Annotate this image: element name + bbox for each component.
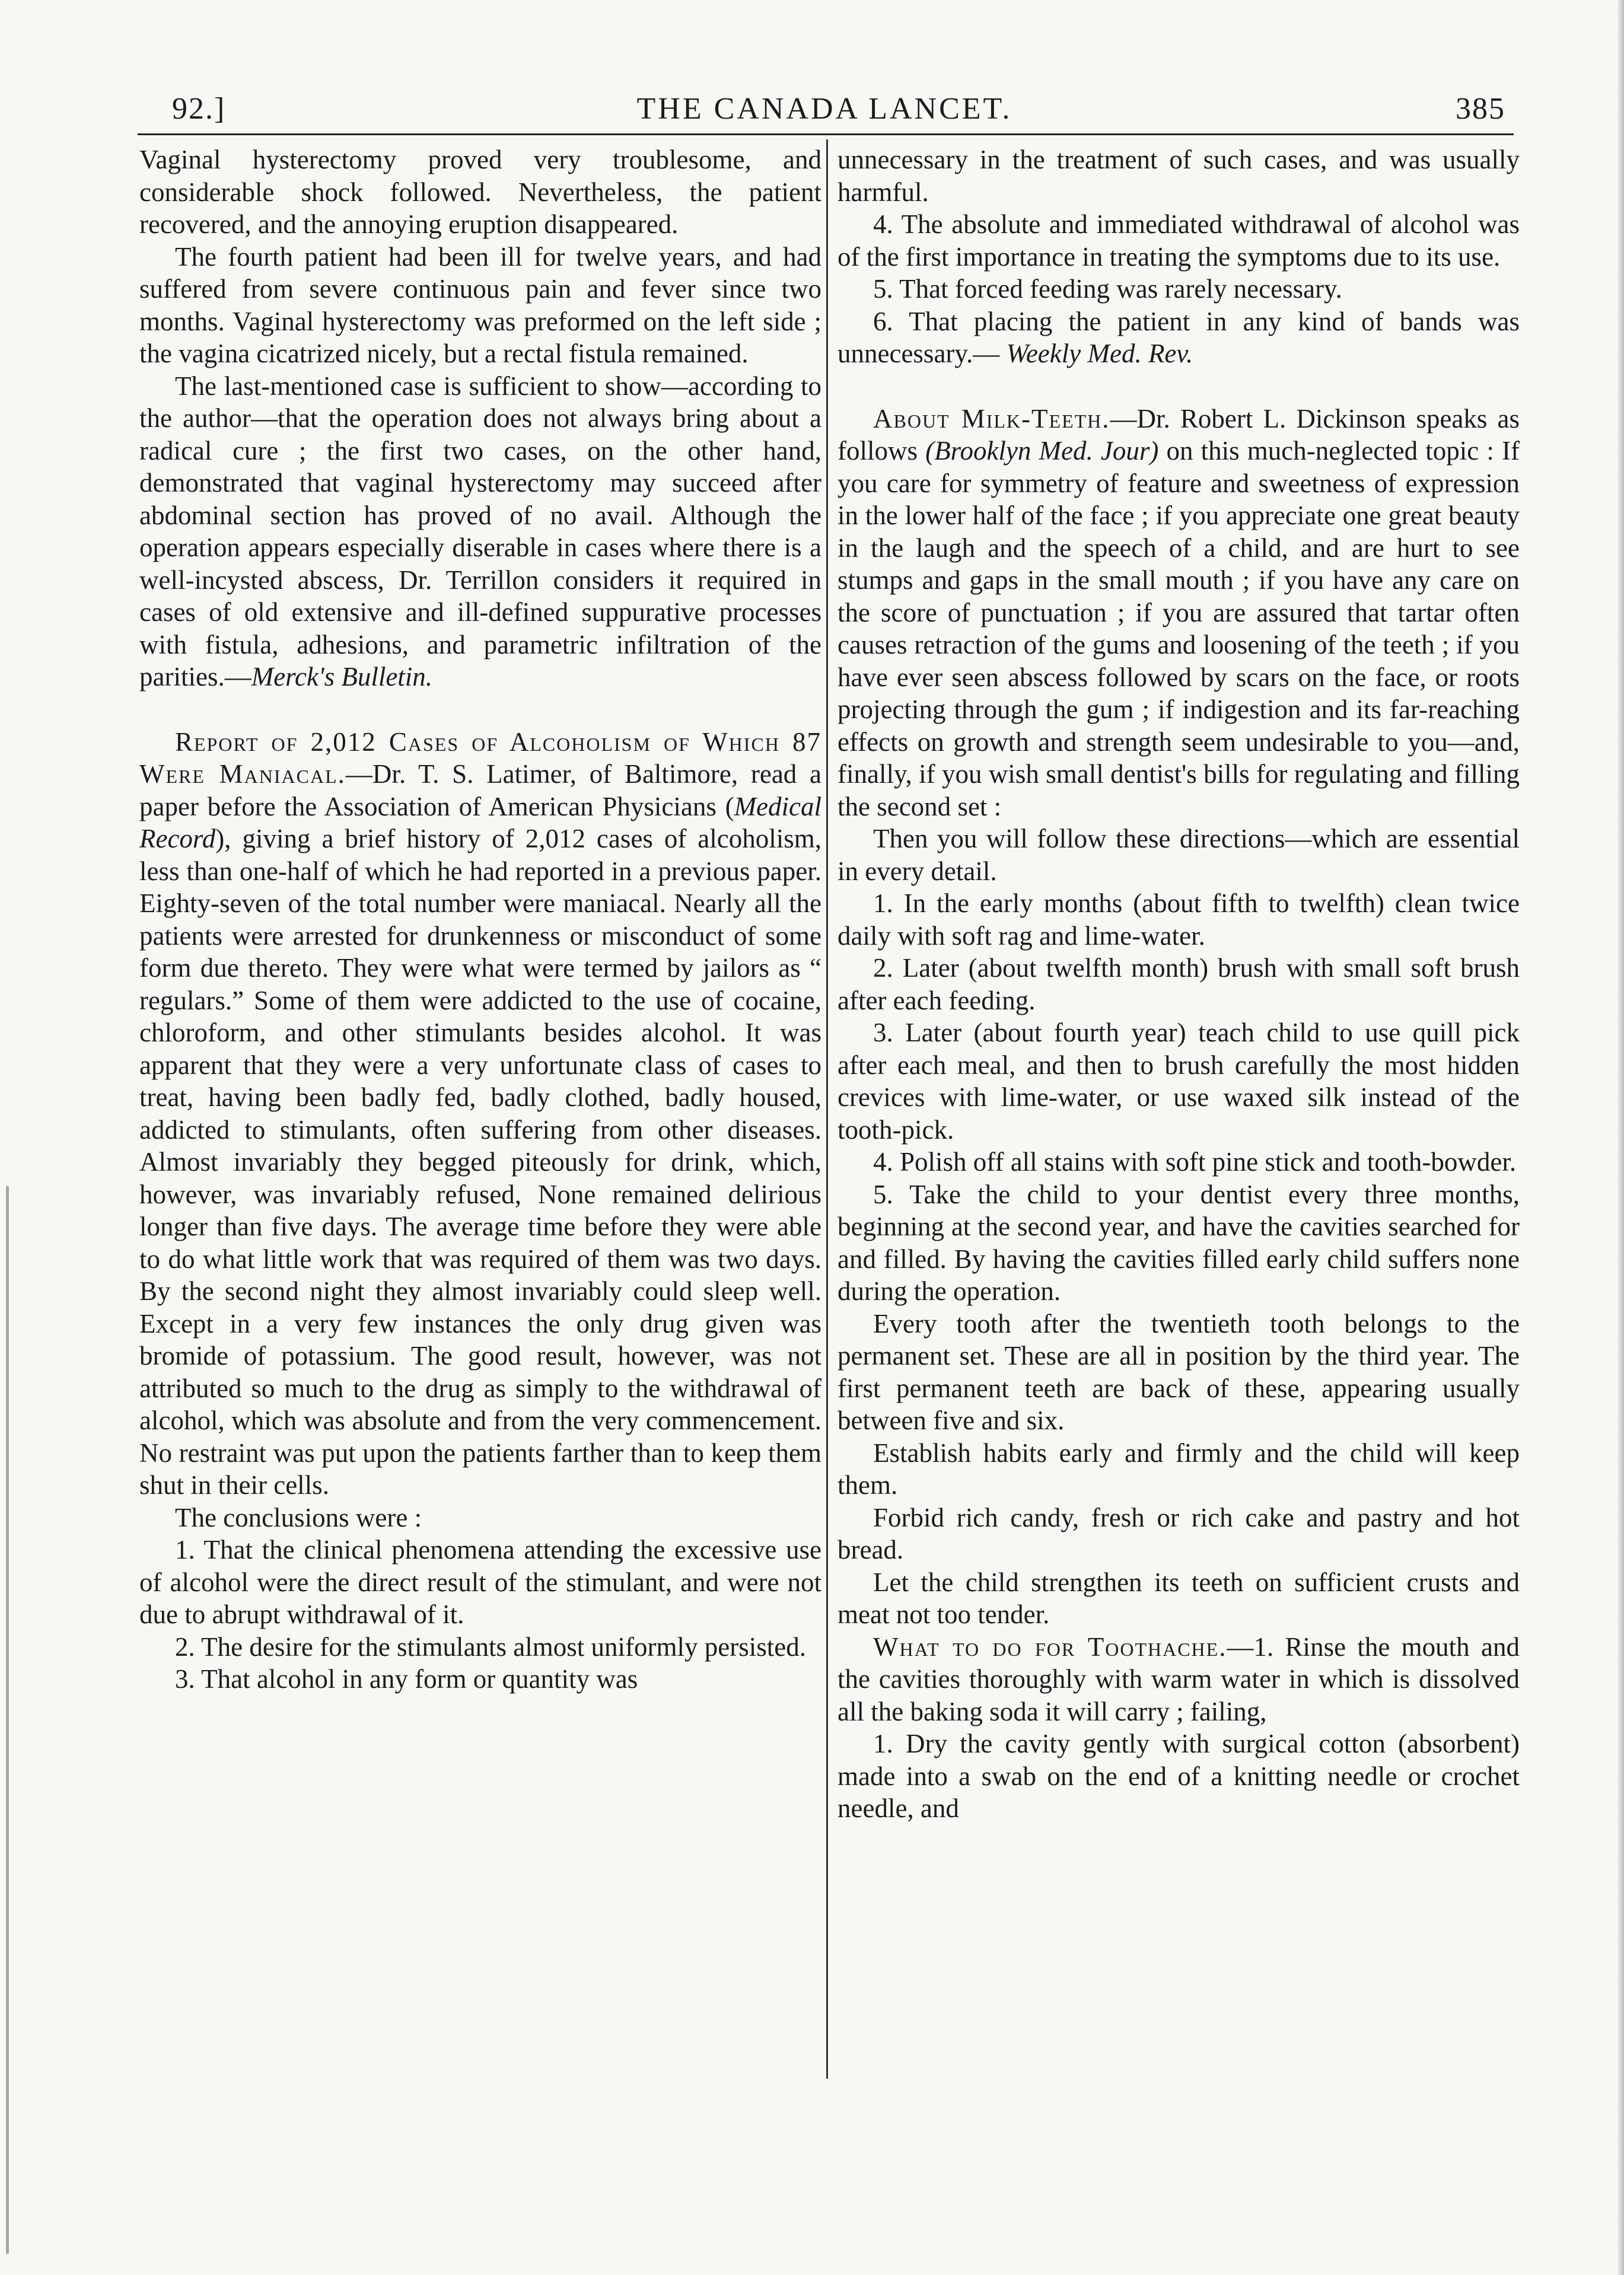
running-header <box>136 83 1512 136</box>
list-item: 1. In the early months (about fifth to twelfth) clean twice daily with soft rag and lime-water. <box>838 888 1520 951</box>
binding-edge <box>6 1186 9 2254</box>
paragraph: Establish habits early and firmly and the child will keep them. <box>838 1438 1520 1500</box>
paragraph: The last-mentioned case is sufficient to show—according to the author—that the operation does not always bring about a radical cure ; the first two cases, on the other hand, demonstrated that vaginal hysterectomy may succeed after abdominal section has proved of no avail. Although the operation appears especially diserable in cases where there is a well-incysted abscess, Dr. Terrillon considers it required in cases of old extensive and ill-defined suppurative processes with fistula, adhesions, and parametric infiltration of the parities.—Merck's Bulletin. <box>139 371 821 692</box>
paragraph: Forbid rich candy, fresh or rich cake and pastry and hot bread. <box>838 1502 1520 1565</box>
list-item: 4. The absolute and immediated withdrawal of alcohol was of the first importance in treating the symptoms due to its use. <box>838 209 1520 272</box>
citation: Weekly Med. Rev. <box>1006 339 1193 368</box>
page-number: 385 <box>1456 92 1505 126</box>
list-item: 2. Later (about twelfth month) brush with small soft brush after each feeding. <box>838 953 1520 1015</box>
paragraph: unnecessary in the treatment of such cases, and was usually harmful. <box>838 145 1520 207</box>
page-edge-shadow <box>1618 0 1624 2275</box>
volume-number: 92.] <box>172 92 226 126</box>
column-divider <box>826 139 828 2079</box>
list-item: 1. That the clinical phenomena attending the excessive use of alcohol were the direct result of the stimulant, and were not due to abrupt withdrawal of it. <box>139 1535 821 1629</box>
paragraph: Then you will follow these directions—which are essential in every detail. <box>838 824 1520 886</box>
journal-title: THE CANADA LANCET. <box>636 92 1012 126</box>
list-item: 1. Dry the cavity gently with surgical cotton (absorbent) made into a swab on the end of a knitting needle or crochet needle, and <box>838 1729 1520 1823</box>
list-item: 4. Polish off all stains with soft pine stick and tooth-bowder. <box>873 1147 1517 1177</box>
header-rule <box>138 133 1514 135</box>
list-item: 5. Take the child to your dentist every three months, beginning at the second year, and have the cavities searched for and filled. By having the cavities filled early child suffers none during the operation. <box>838 1179 1520 1306</box>
paragraph: The conclusions were : <box>175 1502 422 1532</box>
citation: (Brooklyn Med. Jour) <box>925 436 1159 466</box>
list-item: 6. That placing the patient in any kind of bands was unnecessary.— Weekly Med. Rev. <box>838 306 1520 368</box>
citation: Medical Record <box>139 791 821 853</box>
article-milk-teeth: About Milk-Teeth.—Dr. Robert L. Dickinson speaks as follows (Brooklyn Med. Jour) on this much-neglected topic : If you care for symmetry of feature and sweetness of expression in the lower half of the face ; if you appreciate one great beauty in the laugh and the speech of a child, and are hurt to see stumps and gaps in the small mouth ; if you have any care on the score of punctuation ; if you are assured that tartar often causes retraction of the gums and loosening of the teeth ; if you have ever seen abscess followed by scars on the face, or roots projecting through the gum ; if indigestion and its far-reaching effects on growth and strength seem undesirable to you—and, finally, if you wish small dentist's bills for regulating and filling the second set : <box>838 403 1520 821</box>
article-toothache: What to do for Toothache.—1. Rinse the mouth and the cavities thoroughly with warm water in which is dissolved all the baking soda it will carry ; failing, <box>838 1632 1520 1726</box>
article-alcoholism: Report of 2,012 Cases of Alcoholism of Which 87 Were Maniacal.—Dr. T. S. Latimer, of Baltimore, read a paper before the Association of American Physicians (Medical Record), giving a brief history of 2,012 cases of alcoholism, less than one-half of which he had reported in a previous paper. Eighty-seven of the total number were maniacal. Nearly all the patients were arrested for drunkenness or misconduct of some form due thereto. They were what were termed by jailors as “ regulars.” Some of them were addicted to the use of cocaine, chloroform, and other stimulants besides alcohol. It was apparent that they were a very unfortunate class of cases to treat, having been badly fed, badly clothed, badly housed, addicted to stimulants, often suffering from other diseases. Almost invariably they begged piteously for drink, which, however, was invariably refused, None remained delirious longer than five days. The average time before they were able to do what little work that was required of them was two days. By the second night they almost invariably could sleep well. Except in a very few instances the only drug given was bromide of potassium. The good result, however, was not attributed so much to the drug as simply to the withdrawal of alcohol, which was absolute and from the very commencement. No restraint was put upon the patients farther than to keep them shut in their cells. <box>139 727 821 1500</box>
paragraph: Every tooth after the twentieth tooth belongs to the permanent set. These are all in position by the third year. The first permanent teeth are back of these, appearing usually between five and six. <box>838 1308 1520 1435</box>
left-column <box>139 144 821 1696</box>
paragraph: Let the child strengthen its teeth on sufficient crusts and meat not too tender. <box>838 1567 1520 1629</box>
article-heading: Report of 2,012 Cases of Alcoholism of Which 87 Were Maniacal. <box>139 727 821 789</box>
paragraph: Vaginal hysterectomy proved very troublesome, and considerable shock followed. Nevertheless, the patient recovered, and the annoying eruption disappeared. <box>139 145 821 239</box>
list-item: 5. That forced feeding was rarely necessary. <box>873 274 1342 304</box>
citation: Merck's Bulletin. <box>251 662 433 692</box>
article-heading: About Milk-Teeth. <box>873 403 1110 434</box>
article-heading: What to do for Toothache. <box>873 1632 1227 1662</box>
list-item: 3. That alcohol in any form or quantity was <box>175 1664 638 1694</box>
list-item: 3. Later (about fourth year) teach child to use quill pick after each meal, and then to brush carefully the most hidden crevices with lime-water, or use waxed silk instead of the tooth-pick. <box>838 1018 1520 1145</box>
list-item: 2. The desire for the stimulants almost uniformly persisted. <box>175 1632 806 1662</box>
paragraph: The fourth patient had been ill for twelve years, and had suffered from severe continuous pain and fever since two months. Vaginal hysterectomy was preformed on the left side ; the vagina cicatrized nicely, but a rectal fistula remained. <box>139 241 821 368</box>
right-column <box>838 144 1520 1825</box>
